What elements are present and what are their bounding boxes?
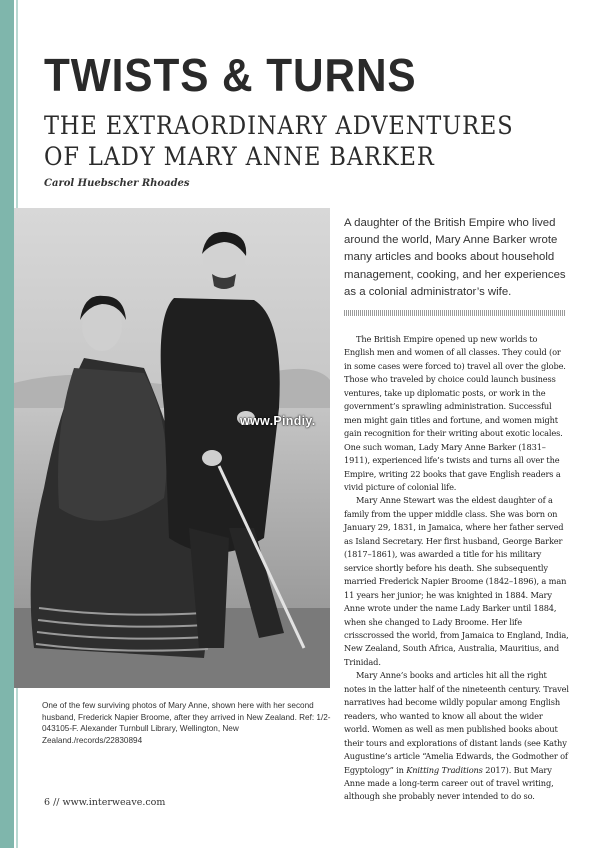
historical-photo [14,208,330,688]
body-paragraph-3 [344,669,570,804]
photo-caption: One of the few surviving photos of Mary Anne, shown here with her second husband, Frederick Napier Broome, after they arrived in New Zealand. Ref: 1/2-043105-F. Alexander Turnbull Library, Wellington, New Zealand./records/22830894 [42,701,331,745]
accent-edge-bar [0,0,14,848]
body-paragraph-2: Mary Anne Stewart was the eldest daughter of a family from the upper middle class. She was born on January 29, 1831, in Jamaica, where her father served as Island Secretary. Her first husband, George Barker (1817–1861), was awarded a title for his military service shortly before his death. She subsequently married Frederick Napier Broome (1842–1896), a man 11 years her junior; he was knighted in 1884. Mary Anne wrote under the name Lady Barker until 1884, when she changed to Lady Broome. Her life crisscrossed the world, from Jamaica to England, India, New Zealand, South Africa, Australia, Mauritius, and Trinidad. [344,495,569,667]
section-divider [344,310,566,316]
couple-portrait-illustration [14,208,330,688]
watermark-text: www.Pindiy. [240,414,316,428]
intro-paragraph: A daughter of the British Empire who lived around the world, Mary Anne Barker wrote many articles and books about household management, cooking, and her experiences as a colonial administrator’s wife. [344,217,566,298]
body-paragraph-3-end: 2017). But Mary Anne made a long-term career out of travel writing, although she probably never intended to do so. [344,764,554,802]
body-paragraph-3-start: Mary Anne’s books and articles hit all the right notes in the latter half of the nineteenth century. Travel narratives had become wildly popular among English readers, who wanted to know all about the wider world. Women as well as men published books about their tours and explorations of distant lands (see Kathy Augustine’s article “Amelia Edwards, the Godmother of Egyptology” in [344,670,569,775]
author-byline: Carol Huebscher Rhoades [44,178,190,189]
article-subtitle: THE EXTRAORDINARY ADVENTURES OF LADY MARY ANNE BARKER [44,111,514,171]
article-body [344,333,570,804]
body-paragraph-1: The British Empire opened up new worlds to English men and women of all classes. They could (or in some cases were forced to) travel all over the globe. Those who traveled by choice could launch business ventures, take up diplomatic posts, or work in the government’s sprawling administration. Successful men might gain titles and fortune, and women might gain recognition for their writing about exotic locales. One such woman, Lady Mary Anne Barker (1831–1911), experienced life’s twists and turns all over the Empire, writing 22 books that gave English readers a vivid picture of colonial life. [344,334,566,492]
publication-title: Knitting Traditions [406,764,483,775]
page-footer: 6 // www.interweave.com [44,797,166,808]
article-title: TWISTS & TURNS [44,49,417,101]
